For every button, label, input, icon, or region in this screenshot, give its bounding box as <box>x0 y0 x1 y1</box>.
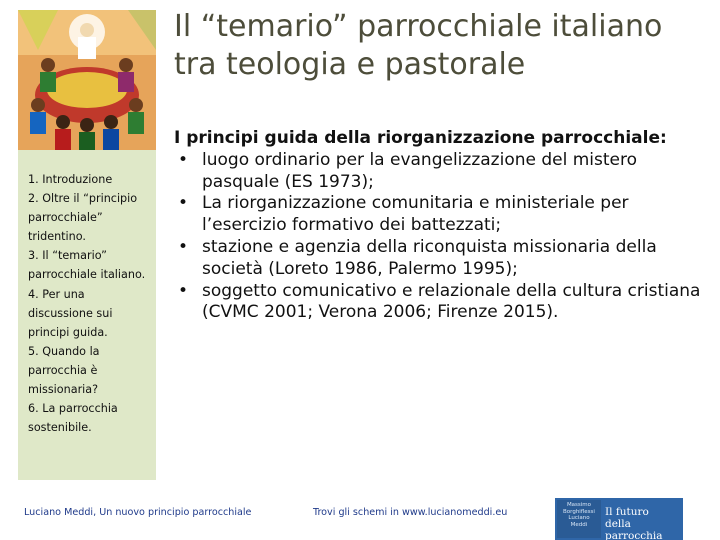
slide-title: Il “temario” parrocchiale italiano tra teologia e pastorale <box>174 9 663 82</box>
list-item <box>174 237 714 281</box>
content-heading: I principi guida della riorganizzazione parrocchiale: <box>174 128 667 148</box>
agenda-item: 1. Introduzione <box>28 173 113 186</box>
principles-list <box>174 150 714 324</box>
book-cover <box>555 498 683 540</box>
bullet-icon: • <box>178 193 189 214</box>
list-item-text: luogo ordinario per la evangelizzazione del mistero pasquale (ES 1973); <box>202 149 638 192</box>
agenda-sidebar <box>18 150 156 480</box>
list-item-text: La riorganizzazione comunitaria e ministeriale per l’esercizio formativo dei battezzati; <box>202 193 629 236</box>
list-item <box>174 150 714 194</box>
agenda-item: 6. La parrocchia sostenibile. <box>28 402 118 435</box>
agenda-item: 2. Oltre il “principio parrocchiale” tridentino. <box>28 192 138 244</box>
footer-author: Luciano Meddi, Un nuovo principio parrocchiale <box>24 507 252 518</box>
agenda-item: 4. Per una discussione sui principi guida. <box>28 287 113 339</box>
main-content <box>174 128 714 324</box>
bullet-icon: • <box>178 149 189 170</box>
bullet-icon: • <box>178 280 189 301</box>
book-authors: Massimo Borghiflessi Luciano Meddi <box>557 500 601 538</box>
painting-image <box>18 10 156 150</box>
footer-website-link[interactable]: Trovi gli schemi in www.lucianomeddi.eu <box>313 507 508 518</box>
list-item <box>174 193 714 237</box>
book-title: Il futuro della parrocchia <box>605 506 663 540</box>
last-supper-painting <box>18 10 156 150</box>
bullet-icon: • <box>178 236 189 257</box>
list-item-text: soggetto comunicativo e relazionale della cultura cristiana (CVMC 2001; Verona 2006; Firenze 2015). <box>202 280 701 323</box>
list-item <box>174 281 714 325</box>
agenda-item: 5. Quando la parrocchia è missionaria? <box>28 344 100 397</box>
agenda-item: 3. Il “temario” parrocchiale italiano. <box>28 249 146 282</box>
list-item-text: stazione e agenzia della riconquista missionaria della società (Loreto 1986, Palermo 1995); <box>202 236 657 279</box>
